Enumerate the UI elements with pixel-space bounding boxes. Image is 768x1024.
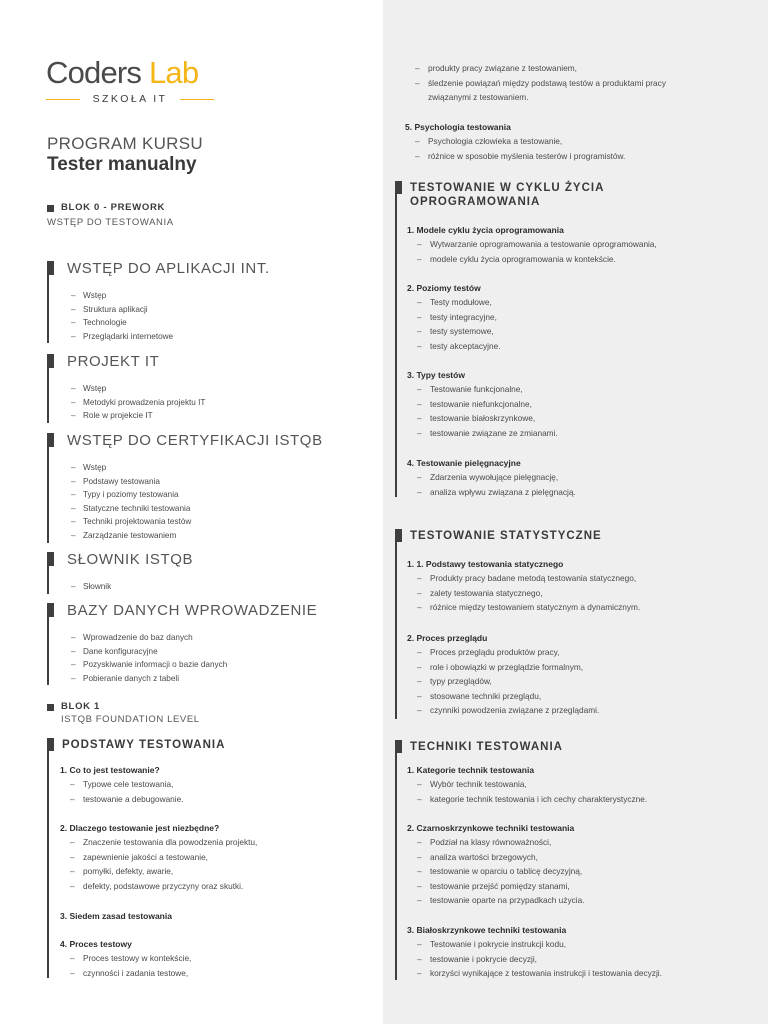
blok0-marker [47,205,54,212]
coders-lab-logo [46,55,199,105]
section-bazy-danych [47,603,317,685]
list-item: – zalety testowania statycznego, [417,586,640,601]
list-item: – testowanie związane ze zmianami. [417,426,558,441]
section-title: WSTĘP DO CERTYFIKACJI ISTQB [67,432,323,449]
logo-school [46,92,214,106]
group-title: 4. Proces testowy [60,939,132,949]
group-statyczne-2 [407,631,599,718]
list-item: – analiza wpływu związana z pielęgnacją. [417,485,576,500]
list-item: – Dane konfiguracyjne [71,645,317,659]
group-cykl-3 [407,368,558,440]
blok1-marker [47,704,54,711]
list-item: – czynności i zadania testowe, [70,966,191,981]
group-title: 2. Dlaczego testowanie jest niezbędne? [60,823,220,833]
list-item: – Typy i poziomy testowania [71,488,323,502]
group-cykl-1 [407,223,657,266]
list-item: – Wprowadzenie do baz danych [71,631,317,645]
logo-line-right [180,99,214,100]
group-techniki-3 [407,923,662,981]
group-title: 2. Proces przeglądu [407,633,488,643]
group-title: 3. Siedem zasad testowania [60,911,172,921]
logo-word-lab: Lab [148,55,199,90]
list-item: – Zarządzanie testowaniem [71,529,323,543]
list-item: – role i obowiązki w przeglądzie formalnym, [417,660,599,675]
program-subtitle: Tester manualny [47,154,197,175]
group-proces-continuation [405,61,666,105]
list-item: – testy systemowe, [417,324,501,339]
group-podstawy-4 [60,937,191,980]
list-item: – Znaczenie testowania dla powodzenia projektu, [70,835,257,850]
group-cykl-2 [407,281,501,353]
list-item: – różnice w sposobie myślenia testerów i programistów. [415,149,625,164]
list-item: – Wstęp [71,461,323,475]
section-certyfikacja-istqb [47,433,323,543]
section-items [49,461,323,543]
list-item: – testy integracyjne, [417,310,501,325]
group-cykl-4 [407,456,576,499]
list-item: – testowanie w oparciu o tablicę decyzyjną, [417,864,585,879]
list-item: – zapewnienie jakości a testowanie, [70,850,257,865]
list-item: – Psychologia człowieka a testowanie, [415,134,625,149]
list-item: – Podział na klasy równoważności, [417,835,585,850]
list-item: – Typowe cele testowania, [70,777,184,792]
blok0-subtitle: WSTĘP DO TESTOWANIA [47,217,174,228]
section-title: TECHNIKI TESTOWANIA [410,741,563,753]
list-item: – produkty pracy związane z testowaniem, [415,61,666,76]
section-title-line1: TESTOWANIE W CYKLU ŻYCIA [410,182,605,194]
list-item: – testowanie oparte na przypadkach użycia. [417,893,585,908]
list-item: – Wytwarzanie oprogramowania a testowanie oprogramowania, [417,237,657,252]
section-title-line2: OPROGRAMOWANIA [410,196,541,208]
list-item: – Przeglądarki internetowe [71,330,270,344]
list-item-continuation: związanymi z testowaniem. [428,92,529,103]
group-statyczne-1 [407,557,640,615]
group-title: 4. Testowanie pielęgnacyjne [407,458,521,468]
group-title: 1. Kategorie technik testowania [407,765,535,775]
program-title: PROGRAM KURSU [47,134,203,153]
list-item: – Metodyki prowadzenia projektu IT [71,396,205,410]
section-items [49,382,205,423]
list-item: – pomyłki, defekty, awarie, [70,864,257,879]
list-item: – Proces testowy w kontekście, [70,951,191,966]
list-item: – testy akceptacyjne. [417,339,501,354]
section-wstep-aplikacji [47,261,270,343]
list-item: – testowanie przejść pomiędzy stanami, [417,879,585,894]
list-item: – Role w projekcie IT [71,409,205,423]
group-title: 3. Typy testów [407,370,465,380]
section-slownik-istqb [47,552,193,594]
group-title: 1. Modele cyklu życia oprogramowania [407,225,564,235]
list-item: – różnice między testowaniem statycznym a dynamicznym. [417,600,640,615]
group-techniki-2 [407,821,585,908]
logo-word-coders: Coders [46,55,142,90]
group-podstawy-3 [60,909,172,923]
list-item: – Wstęp [71,289,270,303]
section-title: WSTĘP DO APLIKACJI INT. [67,260,270,277]
list-item: – Testowanie i pokrycie instrukcji kodu, [417,937,662,952]
blok0-label: BLOK 0 - PREWORK [61,202,166,213]
group-title: 2. Poziomy testów [407,283,481,293]
list-item: – Wybór technik testowania, [417,777,647,792]
list-item: – Proces przeglądu produktów pracy, [417,645,599,660]
list-item: – Testowanie funkcjonalne, [417,382,558,397]
list-item: – testowanie niefunkcjonalne, [417,397,558,412]
group-title: 1. Co to jest testowanie? [60,765,160,775]
group-techniki-1 [407,763,647,806]
section-title: PODSTAWY TESTOWANIA [62,739,226,751]
list-item: – kategorie technik testowania i ich cechy charakterystyczne. [417,792,647,807]
list-item: – testowanie a debugowanie. [70,792,184,807]
section-items [49,631,317,685]
list-item: – Pobieranie danych z tabeli [71,672,317,686]
list-item: – testowanie i pokrycie decyzji, [417,952,662,967]
list-item: – Struktura aplikacji [71,303,270,317]
list-item: – Podstawy testowania [71,475,323,489]
section-title: SŁOWNIK ISTQB [67,551,194,568]
list-item: – Techniki projektowania testów [71,515,323,529]
list-item: – korzyści wynikające z testowania instrukcji i testowania decyzji. [417,966,662,981]
section-items [49,289,270,343]
list-item: – Produkty pracy badane metodą testowania statycznego, [417,571,640,586]
section-items [49,580,193,594]
blok1-subtitle: ISTQB FOUNDATION LEVEL [61,714,200,725]
list-item: – defekty, podstawowe przyczyny oraz skutki. [70,879,257,894]
list-item: – czynniki powodzenia związane z przeglądami. [417,703,599,718]
list-item: – Statyczne techniki testowania [71,502,323,516]
group-title: 3. Białoskrzynkowe techniki testowania [407,925,567,935]
list-item: – typy przeglądów, [417,674,599,689]
logo-school-text: SZKOŁA IT [92,93,168,105]
section-title: BAZY DANYCH WPROWADZENIE [67,602,318,619]
list-item: – analiza wartości brzegowych, [417,850,585,865]
group-podstawy-1 [60,763,184,806]
group-title: 2. Czarnoskrzynkowe techniki testowania [407,823,575,833]
list-item: – Pozyskiwanie informacji o bazie danych [71,658,317,672]
list-item: – Zdarzenia wywołujące pielęgnację, [417,470,576,485]
group-psychologia [405,120,625,163]
section-title: TESTOWANIE STATYSTYCZNE [410,530,602,542]
section-title: PROJEKT IT [67,353,160,370]
list-item: – stosowane techniki przeglądu, [417,689,599,704]
section-projekt-it [47,354,205,423]
list-item: – śledzenie powiązań między podstawą testów a produktami pracy [415,76,666,91]
list-item: – modele cyklu życia oprogramowania w kontekście. [417,252,657,267]
list-item: – Słownik [71,580,193,594]
group-title: 5. Psychologia testowania [405,122,511,132]
list-item: – testowanie białoskrzynkowe, [417,411,558,426]
list-item: – Technologie [71,316,270,330]
group-title: 1. 1. Podstawy testowania statycznego [407,559,564,569]
list-item: – Testy modułowe, [417,295,501,310]
blok1-label: BLOK 1 [61,701,101,712]
group-podstawy-2 [60,821,257,893]
list-item: – Wstęp [71,382,205,396]
